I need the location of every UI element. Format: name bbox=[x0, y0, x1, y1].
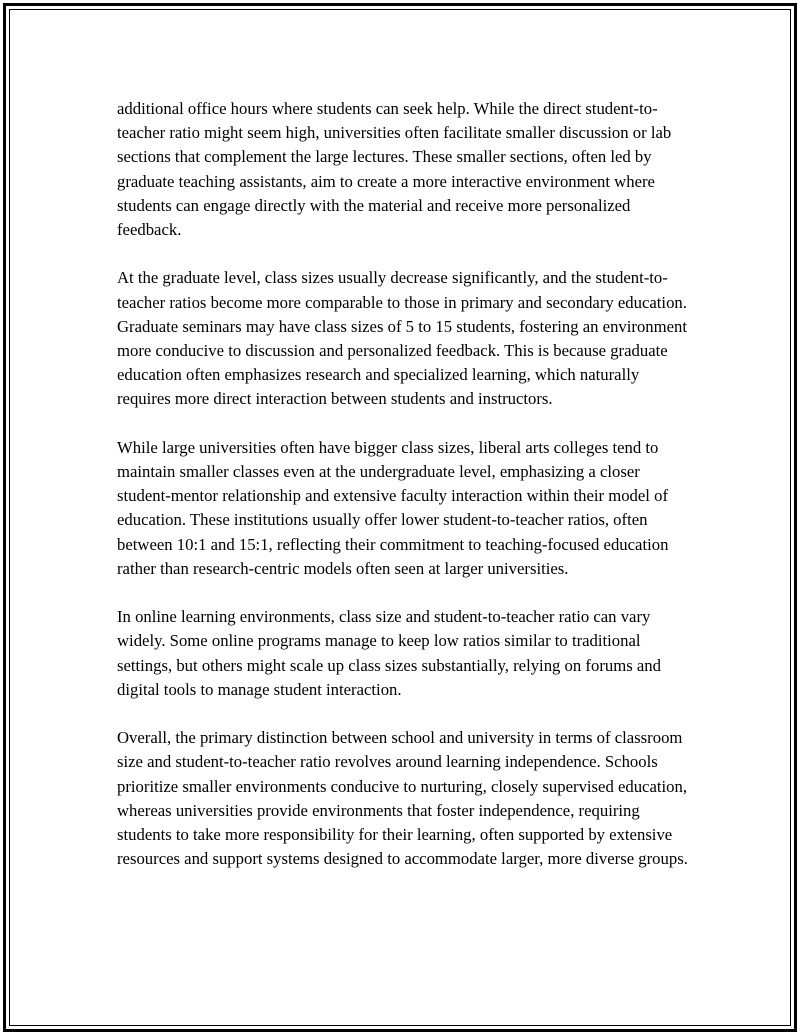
paragraph-online-learning: In online learning environments, class size and student-to-teacher ratio can vary widely. Some online programs manage to keep low ratios similar to traditional settings, but others might scale up class sizes substantially, relying on forums and digital tools to manage student interaction. bbox=[117, 607, 661, 699]
paragraph-overall: Overall, the primary distinction between school and university in terms of classroom size and student-to-teacher ratio revolves around learning independence. Schools prioritize smaller environments conducive to nurturing, closely supervised education, whereas universities provide environments that foster independence, requiring students to take more responsibility for their learning, often supported by extensive resources and support systems designed to accommodate larger, more diverse groups. bbox=[117, 728, 688, 869]
page-border bbox=[3, 3, 797, 1032]
document-body bbox=[117, 97, 697, 896]
paragraph-liberal-arts: While large universities often have bigger class sizes, liberal arts colleges tend to maintain smaller classes even at the undergraduate level, emphasizing a closer student-mentor relationship and extensive faculty interaction within their model of education. These institutions usually offer lower student-to-teacher ratios, often between 10:1 and 15:1, reflecting their commitment to teaching-focused education rather than research-centric models often seen at larger universities. bbox=[117, 437, 669, 578]
paragraph-office-hours: additional office hours where students can seek help. While the direct student-to-teacher ratio might seem high, universities often facilitate smaller discussion or lab sections that complement the large lectures. These smaller sections, often led by graduate teaching assistants, aim to create a more interactive environment where students can engage directly with the material and receive more personalized feedback. bbox=[117, 99, 672, 240]
paragraph-graduate-level: At the graduate level, class sizes usually decrease significantly, and the student-to-teacher ratios become more comparable to those in primary and secondary education. Graduate seminars may have class sizes of 5 to 15 students, fostering an environment more conducive to discussion and personalized feedback. This is because graduate education often emphasizes research and specialized learning, which naturally requires more direct interaction between students and instructors. bbox=[117, 268, 688, 409]
